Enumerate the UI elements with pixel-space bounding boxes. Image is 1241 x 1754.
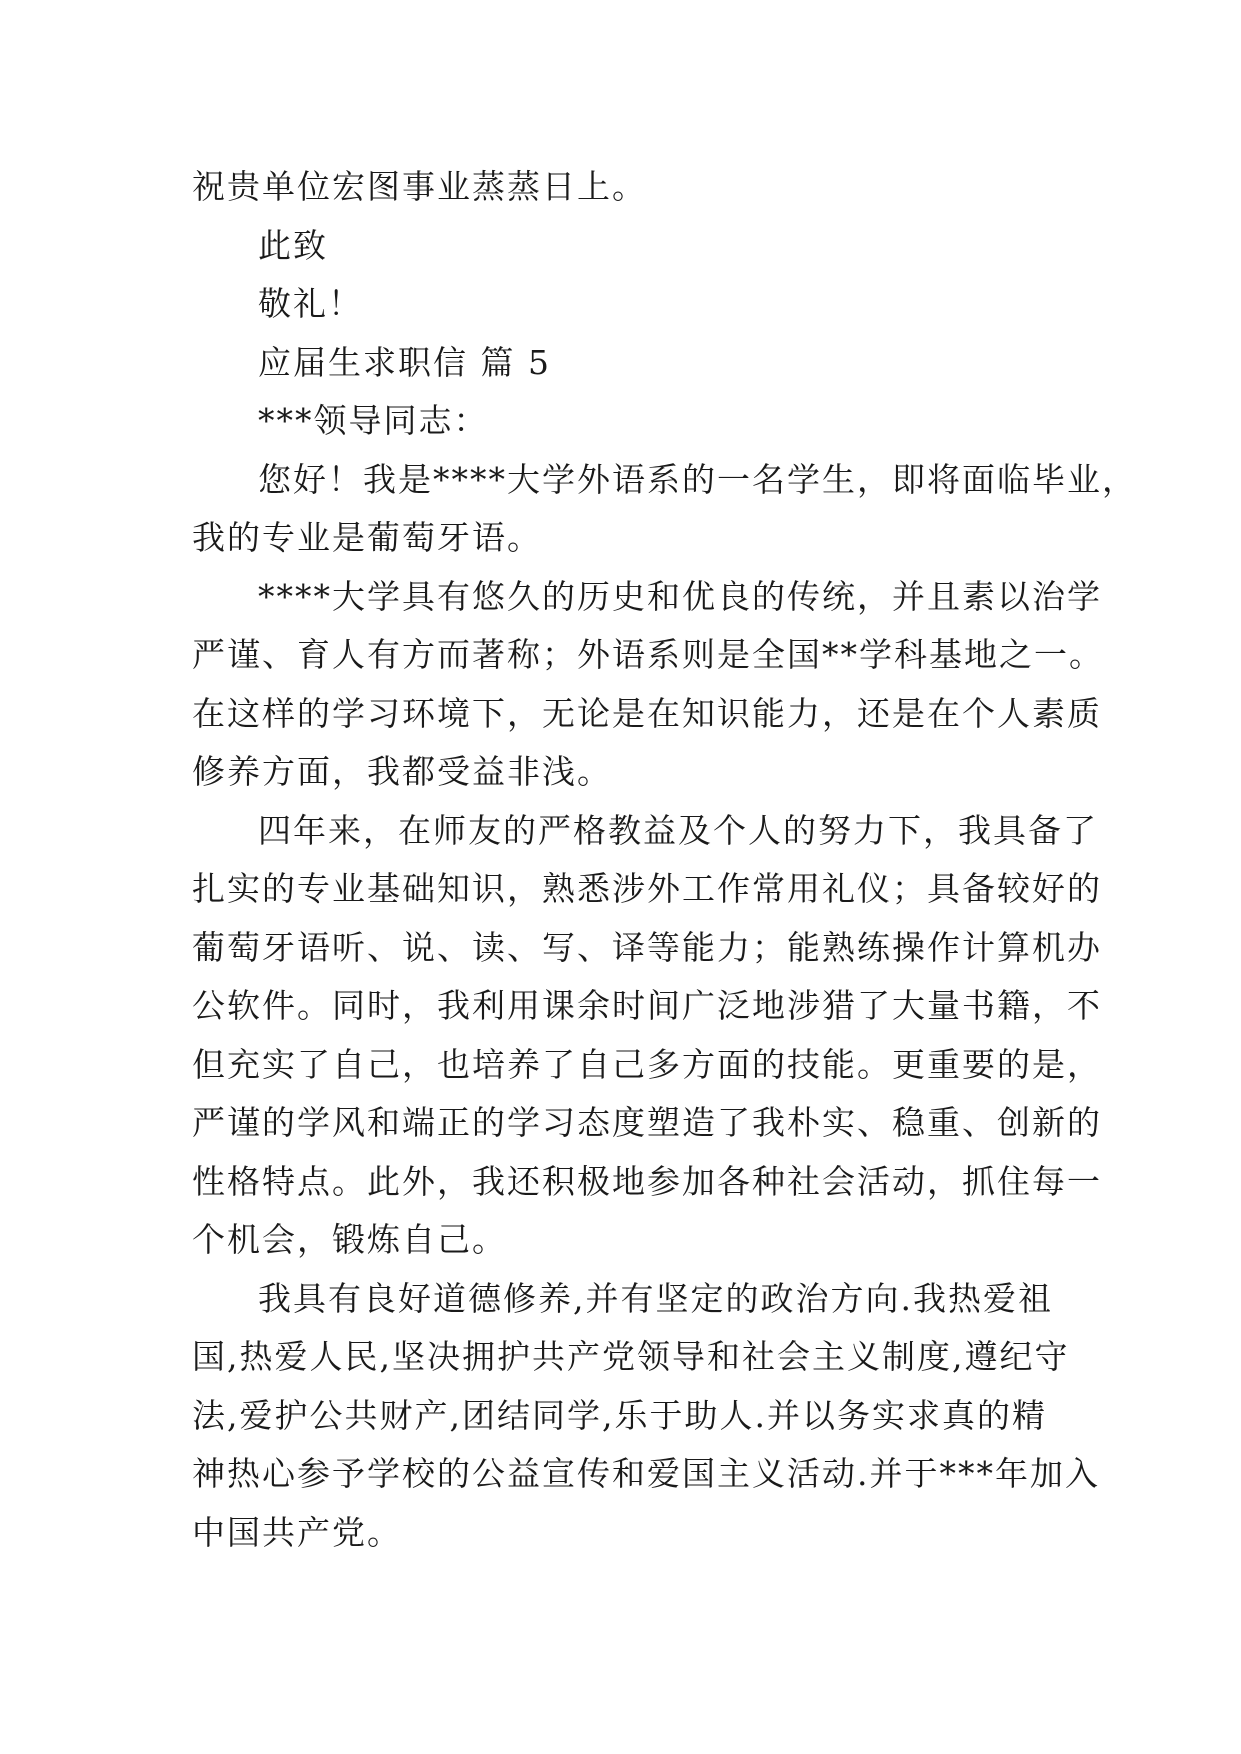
text-line: 严谨的学风和端正的学习态度塑造了我朴实、稳重、创新的 <box>192 1103 1102 1142</box>
text-line: 中国共产党。 <box>192 1512 402 1552</box>
text-line: 应届生求职信 篇 5 <box>258 342 551 382</box>
text-line: 葡萄牙语听、说、读、写、译等能力；能熟练操作计算机办 <box>192 927 1102 967</box>
text-line: 祝贵单位宏图事业蒸蒸日上。 <box>192 167 647 206</box>
text-line: 神热心参予学校的公益宣传和爱国主义活动.并于***年加入 <box>192 1454 1100 1493</box>
text-line: 此致 <box>258 225 328 265</box>
letter-body <box>192 158 1137 1562</box>
text-line: 性格特点。此外，我还积极地参加各种社会活动，抓住每一 <box>192 1161 1102 1201</box>
text-line: 修养方面，我都受益非浅。 <box>192 752 612 791</box>
text-line: 我的专业是葡萄牙语。 <box>192 518 542 557</box>
text-line: 敬礼！ <box>258 284 363 323</box>
text-line: 我具有良好道德修养,并有坚定的政治方向.我热爱祖 <box>258 1278 1053 1318</box>
text-line: 扎实的专业基础知识，熟悉涉外工作常用礼仪；具备较好的 <box>192 869 1102 908</box>
text-line: 但充实了自己，也培养了自己多方面的技能。更重要的是， <box>192 1044 1102 1084</box>
text-line: ****大学具有悠久的历史和优良的传统，并且素以治学 <box>258 576 1102 616</box>
text-line: 您好！我是****大学外语系的一名学生，即将面临毕业， <box>258 459 1137 499</box>
text-line: 严谨、育人有方而著称；外语系则是全国**学科基地之一。 <box>192 635 1104 674</box>
text-line: ***领导同志： <box>258 401 489 440</box>
text-line: 国,热爱人民,坚决拥护共产党领导和社会主义制度,遵纪守 <box>192 1337 1070 1376</box>
text-line: 个机会，锻炼自己。 <box>192 1220 507 1259</box>
text-line: 四年来，在师友的严格教益及个人的努力下，我具备了 <box>258 810 1098 850</box>
text-line: 在这样的学习环境下，无论是在知识能力，还是在个人素质 <box>192 693 1102 733</box>
text-line: 公软件。同时，我利用课余时间广泛地涉猎了大量书籍，不 <box>192 986 1102 1025</box>
text-line: 法,爱护公共财产,团结同学,乐于助人.并以务实求真的精 <box>192 1395 1047 1435</box>
